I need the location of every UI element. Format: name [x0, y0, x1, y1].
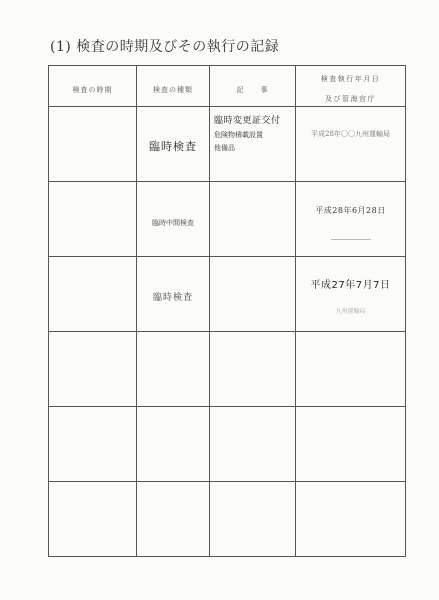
cell-date-office [296, 407, 406, 482]
header-notes: 記 事 [210, 66, 296, 107]
cell-type: 臨時中間検査 [137, 182, 210, 257]
table-row [49, 107, 406, 182]
table-row [49, 182, 406, 257]
cell-period [49, 482, 137, 557]
cell-type: 臨時検査 [137, 107, 210, 182]
table-row [49, 332, 406, 407]
cell-type [137, 482, 210, 557]
table-row [49, 257, 406, 332]
inspection-record-table [48, 65, 406, 557]
cell-type [137, 332, 210, 407]
table-row [49, 407, 406, 482]
cell-period [49, 407, 137, 482]
cell-date-office: 平成28年6月28日 [296, 182, 406, 257]
page-title: (1) 検査の時期及びその執行の記録 [50, 39, 280, 55]
cell-date-office: 平成27年7月7日 九州運輸局 [296, 257, 406, 332]
header-inspection-type: 検査の種類 [137, 66, 210, 107]
cell-period [49, 332, 137, 407]
cell-notes [210, 257, 296, 332]
cell-notes [210, 407, 296, 482]
header-inspection-period: 検査の時期 [49, 66, 137, 107]
faint-stamp-line [331, 239, 371, 240]
cell-notes [210, 182, 296, 257]
cell-date-office [296, 332, 406, 407]
cell-date-office [296, 482, 406, 557]
cell-period [49, 182, 137, 257]
cell-notes: 臨時変更証交付 危険物積載設置 他備品 [210, 107, 296, 182]
cell-notes [210, 332, 296, 407]
table-row [49, 482, 406, 557]
cell-type [137, 407, 210, 482]
cell-type: 臨時検査 [137, 257, 210, 332]
table-header-row [49, 66, 406, 107]
header-execution-date: 検査執行年月日 及び管海官庁 [296, 66, 406, 107]
cell-notes [210, 482, 296, 557]
cell-period [49, 257, 137, 332]
cell-period [49, 107, 137, 182]
cell-date-office: 平成28年〇〇九州運輸局 [296, 107, 406, 182]
